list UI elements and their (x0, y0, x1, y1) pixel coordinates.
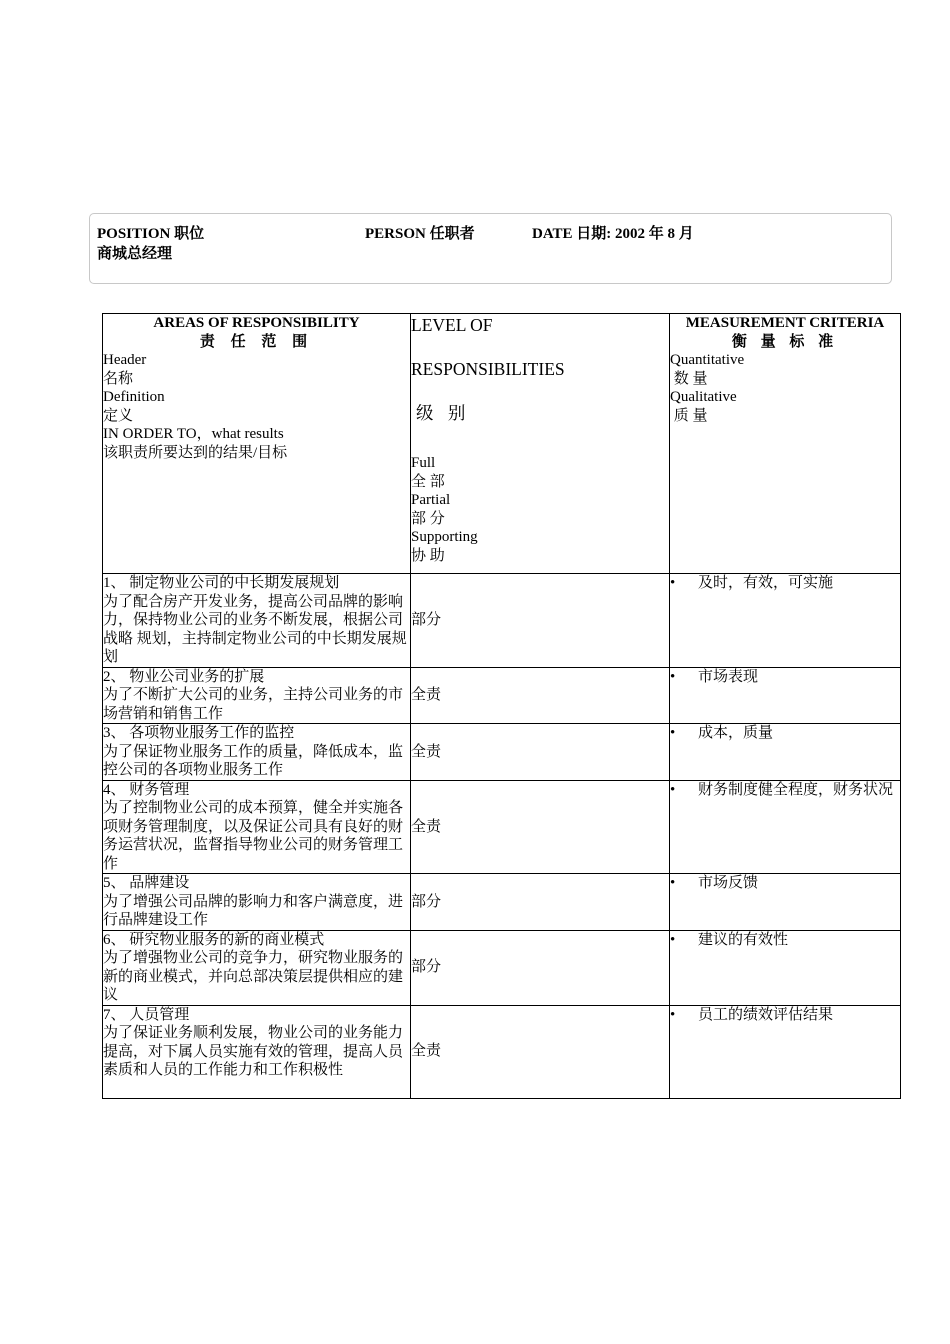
bullet-icon: • (670, 1006, 676, 1023)
criteria-title-cn: 衡 量 标 准 (731, 333, 839, 350)
criteria-header-cell (670, 314, 901, 574)
table-row (103, 930, 901, 1005)
areas-title: AREAS OF RESPONSIBILITY (153, 315, 360, 331)
responsibility-area-cell (103, 724, 411, 781)
table-row (103, 874, 901, 931)
responsibility-description: 为了配合房产开发业务，提高公司品牌的影响力，保持物业公司的业务不断发展，根据公司战略 规划，主持制定物业公司的中长期发展规划 (103, 593, 407, 665)
areas-line: Definition (103, 389, 165, 405)
measurement-criteria-cell (670, 724, 901, 781)
responsibility-level: 部分 (411, 893, 442, 910)
criteria-text: 及时，有效，可实施 (698, 575, 834, 591)
level-title-1: LEVEL OF (411, 315, 493, 335)
measurement-criteria-cell (670, 930, 901, 1005)
responsibility-title: 2、 物业公司业务的扩展 (103, 668, 265, 685)
criteria-line: Qualitative (670, 389, 737, 405)
areas-line: Header (103, 352, 147, 368)
responsibility-description: 为了增强公司品牌的影响力和客户满意度，进行品牌建设工作 (103, 893, 404, 928)
criteria-text: 财务制度健全程度，财务状况 (698, 781, 894, 798)
responsibility-description: 为了增强物业公司的竞争力，研究物业服务的新的商业模式，并向总部决策层提供相应的建议 (103, 950, 404, 1003)
bullet-icon: • (670, 931, 676, 948)
table-row (103, 724, 901, 781)
date-label: DATE 日期: 2002 年 8 月 (532, 226, 694, 242)
level-title-cn: 级 别 (416, 403, 471, 423)
responsibility-level-cell (411, 930, 670, 1005)
areas-line: 名称 (103, 370, 134, 387)
responsibility-level-cell (411, 780, 670, 874)
table-row (103, 780, 901, 874)
responsibility-level-cell (411, 874, 670, 931)
responsibility-level: 全责 (411, 687, 442, 703)
criteria-text: 市场反馈 (698, 875, 759, 891)
criteria-text: 员工的绩效评估结果 (698, 1006, 834, 1023)
responsibility-description: 为了不断扩大公司的业务，主持公司业务的市场营销和销售工作 (103, 687, 404, 722)
responsibility-level-cell (411, 574, 670, 668)
table-row (103, 574, 901, 668)
responsibility-title: 3、 各项物业服务工作的监控 (103, 725, 295, 741)
areas-line: IN ORDER TO，what results (103, 426, 284, 442)
criteria-text: 成本，质量 (698, 725, 774, 741)
criteria-text: 市场表现 (698, 668, 759, 685)
responsibility-description: 为了保证业务顺利发展，物业公司的业务能力提高，对下属人员实施有效的管理，提高人员素质和人员的工作能力和工作积极性 (103, 1025, 404, 1078)
level-line: Supporting (411, 529, 478, 545)
responsibility-area-cell (103, 1005, 411, 1098)
areas-header-cell (103, 314, 411, 574)
level-line: Full (411, 455, 436, 471)
position-label: POSITION 职位 (97, 226, 205, 242)
areas-title-cn: 责 任 范 围 (199, 333, 314, 350)
responsibility-area-cell (103, 930, 411, 1005)
responsibility-level: 全责 (411, 743, 442, 760)
bullet-icon: • (670, 875, 676, 891)
criteria-line: 质 量 (670, 407, 708, 424)
measurement-criteria-cell (670, 667, 901, 724)
bullet-icon: • (670, 725, 676, 741)
responsibility-title: 5、 品牌建设 (103, 875, 190, 891)
level-line: 协 助 (411, 547, 445, 564)
measurement-criteria-cell (670, 780, 901, 874)
responsibility-title: 6、 研究物业服务的新的商业模式 (103, 931, 325, 948)
responsibility-area-cell (103, 574, 411, 668)
position-name: 商城总经理 (97, 246, 173, 262)
measurement-criteria-cell (670, 874, 901, 931)
areas-line: 定义 (103, 407, 134, 424)
responsibility-level-cell (411, 1005, 670, 1098)
responsibility-area-cell (103, 780, 411, 874)
bullet-icon: • (670, 575, 676, 591)
responsibility-title: 1、 制定物业公司的中长期发展规划 (103, 575, 340, 591)
criteria-line: 数 量 (670, 370, 708, 387)
measurement-criteria-cell (670, 574, 901, 668)
responsibility-table (102, 313, 901, 1099)
position-info-box (89, 213, 892, 284)
responsibility-level: 部分 (411, 959, 442, 976)
responsibility-description: 为了控制物业公司的成本预算，健全并实施各项财务管理制度，以及保证公司具有良好的财务运营状况，监督指导物业公司的财务管理工作 (103, 800, 404, 872)
responsibility-level-cell (411, 724, 670, 781)
responsibility-title: 4、 财务管理 (103, 781, 190, 798)
level-header-cell (411, 314, 670, 574)
bullet-icon: • (670, 668, 676, 685)
criteria-text: 建议的有效性 (698, 931, 789, 948)
responsibility-level: 全责 (411, 1043, 442, 1060)
responsibility-level: 全责 (411, 818, 442, 835)
measurement-criteria-cell (670, 1005, 901, 1098)
table-row (103, 667, 901, 724)
responsibility-level-cell (411, 667, 670, 724)
table-row (103, 1005, 901, 1098)
responsibility-description: 为了保证物业服务工作的质量，降低成本，监控公司的各项物业服务工作 (103, 743, 404, 778)
areas-line: 该职责所要达到的结果/目标 (103, 444, 288, 461)
level-line: 全 部 (411, 473, 445, 490)
table-header-row (103, 314, 901, 574)
bullet-icon: • (670, 781, 676, 798)
person-label: PERSON 任职者 (365, 226, 475, 242)
level-title-2: RESPONSIBILITIES (411, 359, 565, 379)
level-line: Partial (411, 492, 451, 508)
criteria-line: Quantitative (670, 352, 745, 368)
responsibility-area-cell (103, 874, 411, 931)
responsibility-level: 部分 (411, 612, 442, 628)
criteria-title: MEASUREMENT CRITERIA (685, 315, 885, 331)
level-line: 部 分 (411, 510, 445, 527)
responsibility-area-cell (103, 667, 411, 724)
responsibility-title: 7、 人员管理 (103, 1006, 190, 1023)
